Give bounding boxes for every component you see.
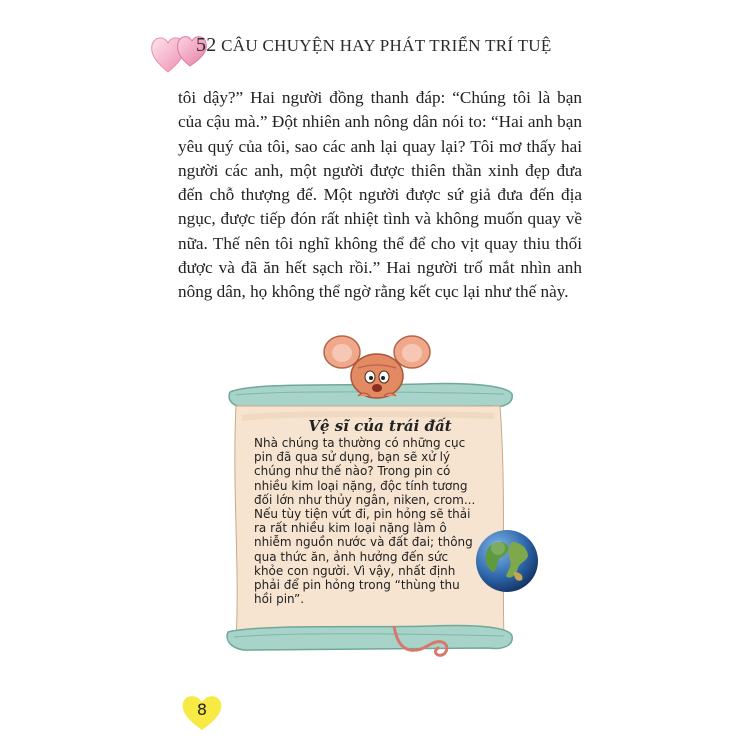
mouse-illustration bbox=[322, 332, 434, 402]
story-paragraph: tôi dậy?” Hai người đồng thanh đáp: “Chúng tôi là bạn của cậu mà.” Đột nhiên anh nông dân nói to: “Hai anh bạn yêu quý của tôi, sao các anh lại quay lại? Tôi mơ thấy hai người các anh, một người được thiên thần xinh đẹp đưa đến chỗ thượng đế. Một người được sứ giả đưa đến địa ngục, được tiếp đón rất nhiệt tình và không muốn quay về nữa. Thế nên tôi nghĩ không thể để cho vịt quay thiu thối được và đã ăn hết sạch rồi.” Hai người trố mắt nhìn anh nông dân, họ không thể ngờ rằng kết cục lại như thế này. bbox=[178, 88, 582, 302]
story-text-block bbox=[178, 86, 582, 305]
page-header bbox=[150, 28, 570, 78]
book-title-number: 52 bbox=[196, 34, 217, 56]
globe-icon bbox=[474, 528, 540, 594]
page-number: 8 bbox=[196, 700, 208, 719]
info-box-title: Vệ sĩ của trái đất bbox=[308, 417, 452, 435]
mouse-tail-illustration bbox=[388, 626, 458, 666]
info-box-body bbox=[254, 436, 476, 606]
info-box-paragraph: Nhà chúng ta thường có những cục pin đã qua sử dụng, bạn sẽ xử lý chúng như thế nào? Trong pin có nhiều kim loại nặng, độc tính tương đối lớn như thủy ngân, niken, crom... Nếu tùy tiện vứt đi, pin hỏng sẽ thải ra rất nhiều kim loại nặng làm ô nhiễm nguồn nước và đất đai; thông qua thức ăn, ảnh hưởng đến sức khỏe con người. Vì vậy, nhất định phải để pin hỏng trong “thùng thu hồi pin”. bbox=[254, 436, 476, 607]
book-title bbox=[196, 34, 552, 57]
book-title-text: CÂU CHUYỆN HAY PHÁT TRIỂN TRÍ TUỆ bbox=[221, 36, 552, 55]
